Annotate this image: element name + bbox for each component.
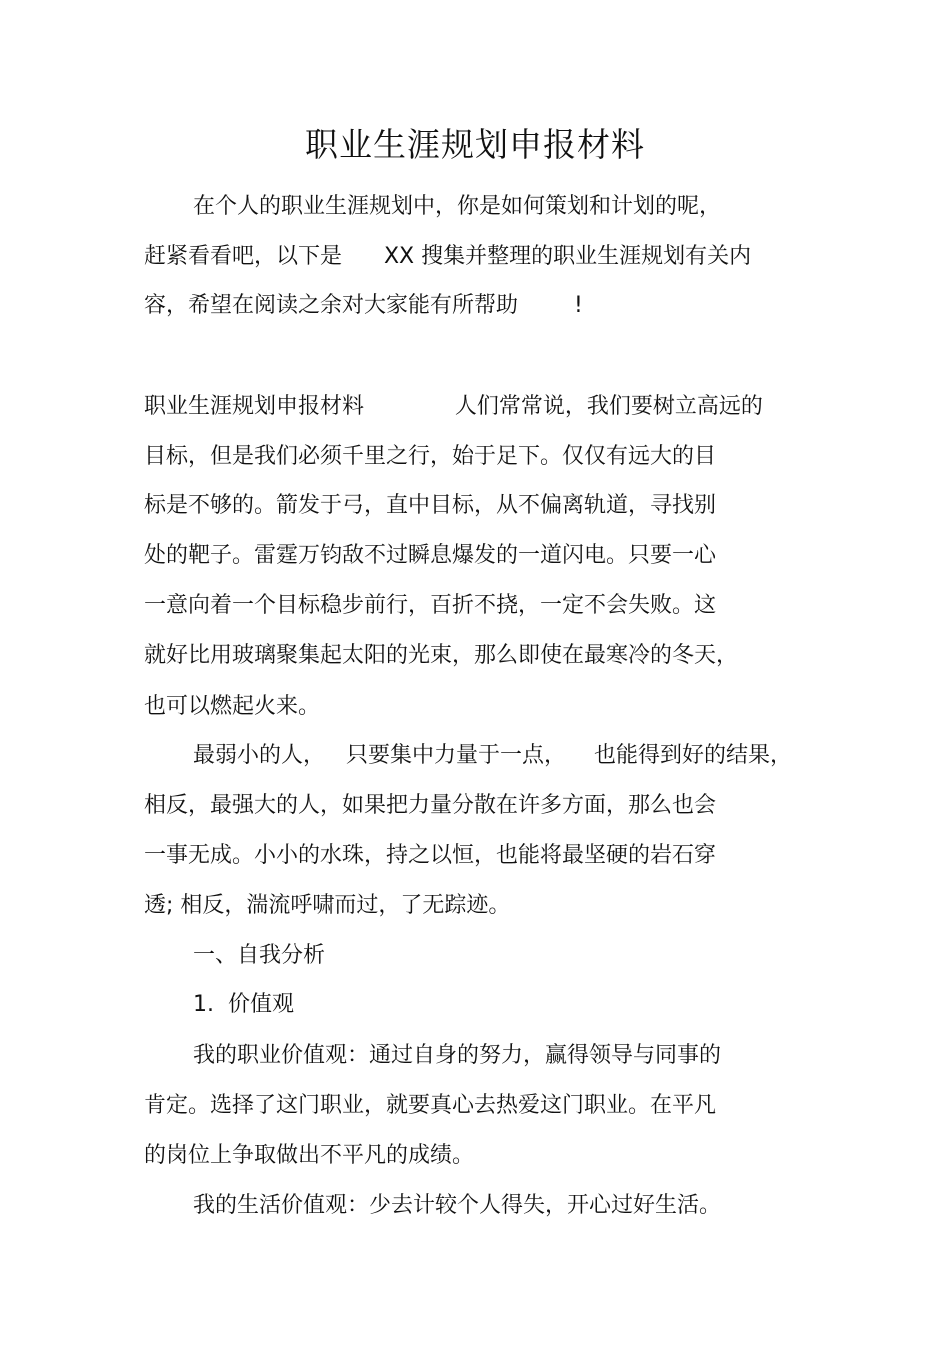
subsection-heading: 1. 价值观: [193, 992, 294, 1017]
section-heading: 一、自我分析: [193, 943, 326, 968]
paragraph-line: 容，希望在阅读之余对大家能有所帮助 !: [144, 293, 583, 318]
paragraph-line: 也可以燃起火来。: [144, 694, 321, 719]
paragraph-line: 一意向着一个目标稳步前行，百折不挠，一定不会失败。这: [144, 593, 717, 618]
paragraph-line: 透; 相反，湍流呼啸而过，了无踪迹。: [144, 893, 511, 918]
paragraph-line: 一事无成。小小的水珠，持之以恒，也能将最坚硬的岩石穿: [144, 843, 717, 868]
paragraph-line: 就好比用玻璃聚集起太阳的光束，那么即使在最寒冷的冬天，: [144, 643, 739, 668]
paragraph-line: 在个人的职业生涯规划中，你是如何策划和计划的呢，: [193, 194, 722, 219]
paragraph-line: 的岗位上争取做出不平凡的成绩。: [144, 1143, 475, 1168]
paragraph-line: 赶紧看看吧，以下是 XX 搜集并整理的职业生涯规划有关内: [144, 244, 752, 269]
paragraph-line: 目标，但是我们必须千里之行，始于足下。仅仅有远大的目: [144, 444, 717, 469]
paragraph-line: 肯定。选择了这门职业，就要真心去热爱这门职业。在平凡: [144, 1093, 717, 1118]
paragraph-line: 我的职业价值观：通过自身的努力，赢得领导与同事的: [193, 1043, 722, 1068]
paragraph-line: 最弱小的人， 只要集中力量于一点， 也能得到好的结果，: [193, 743, 792, 768]
document-title: 职业生涯规划申报材料: [305, 125, 645, 164]
paragraph-line: 职业生涯规划申报材料 人们常常说，我们要树立高远的: [144, 394, 763, 419]
paragraph-line: 相反，最强大的人，如果把力量分散在许多方面，那么也会: [144, 793, 717, 818]
paragraph-line: 标是不够的。箭发于弓，直中目标，从不偏离轨道，寻找别: [144, 493, 717, 518]
paragraph-line: 处的靶子。雷霆万钧敌不过瞬息爆发的一道闪电。只要一心: [144, 543, 717, 568]
paragraph-line: 我的生活价值观：少去计较个人得失，开心过好生活。: [193, 1193, 722, 1218]
